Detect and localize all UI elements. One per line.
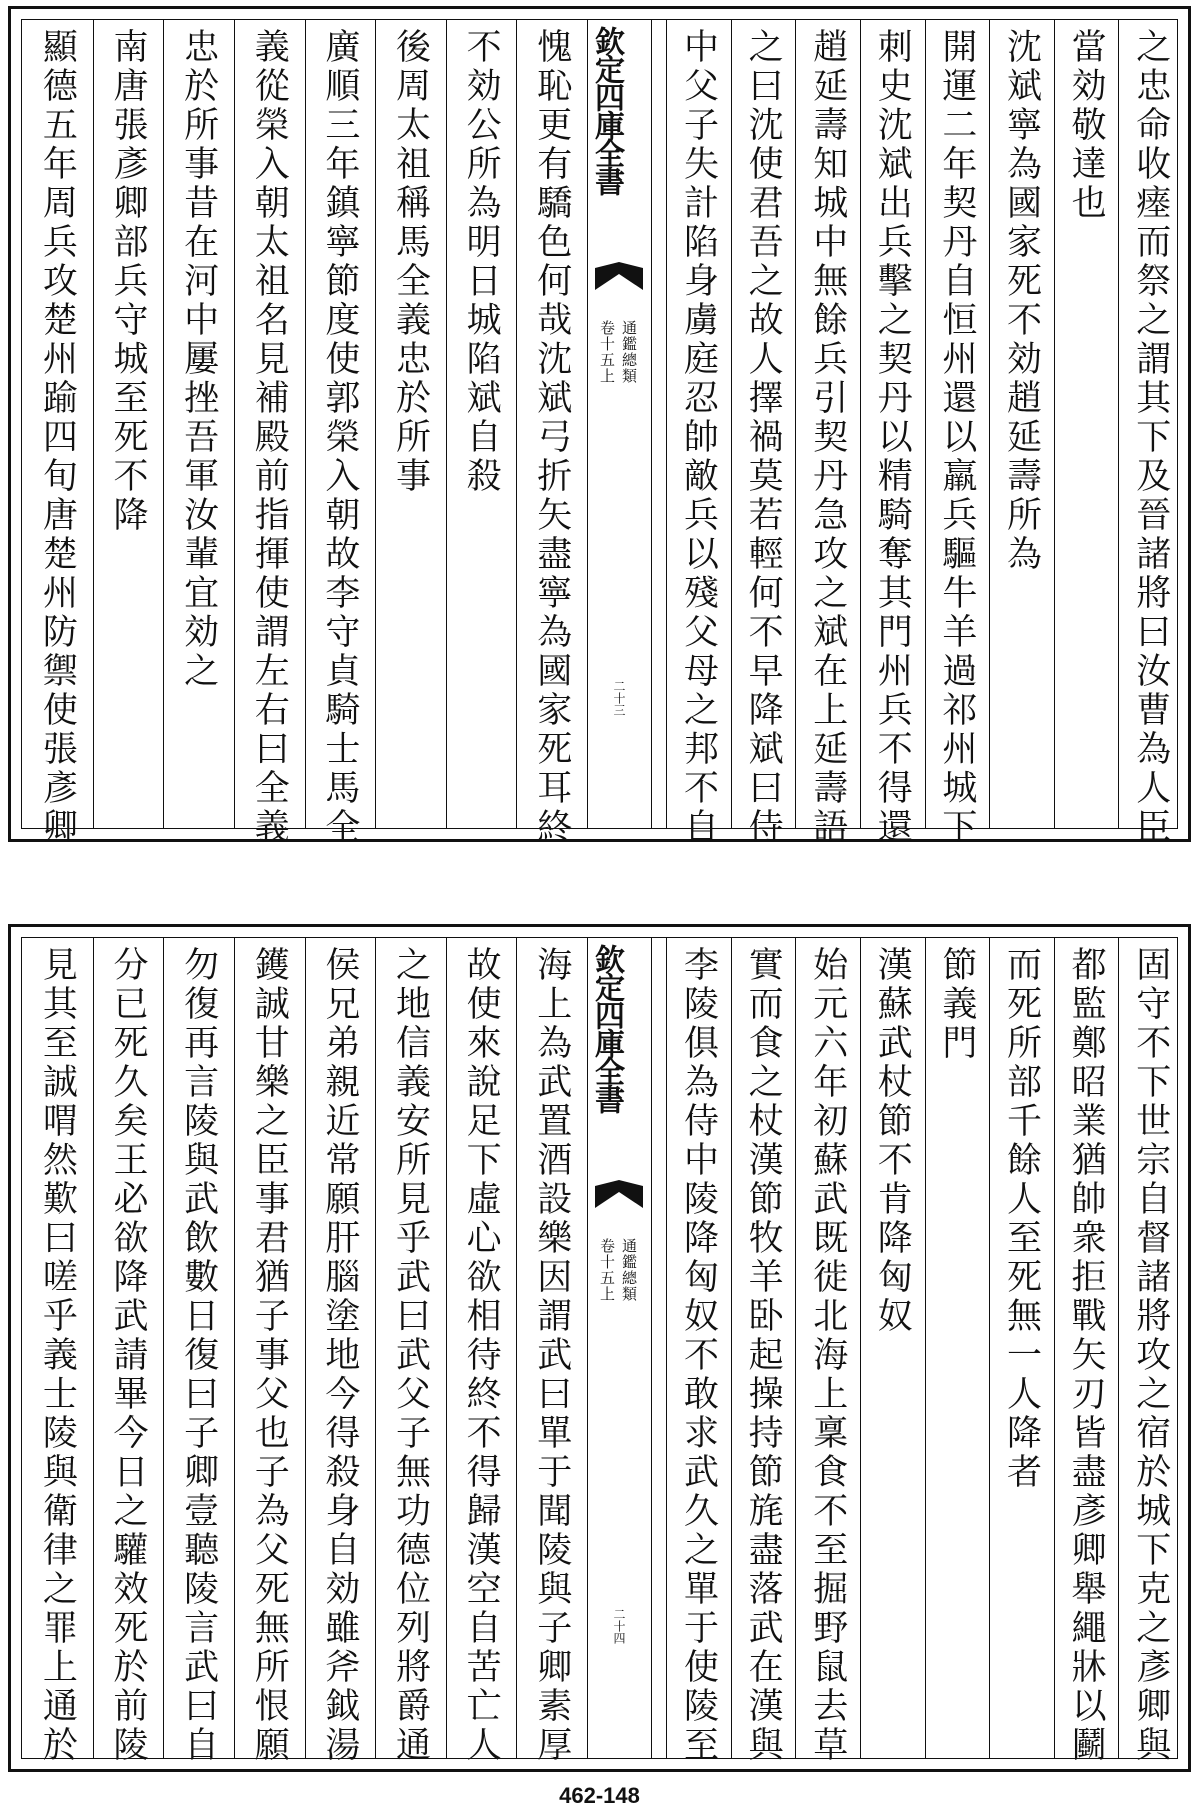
- column-rule: [925, 20, 926, 828]
- text-column: [177, 946, 221, 1765]
- column-text: 勿復再言陵與武飲數日復曰子卿壹聽陵言武曰自: [178, 946, 219, 1765]
- column-text: 始元六年初蘇武既徙北海上稟食不至掘野鼠去草: [807, 946, 848, 1765]
- text-column: [870, 28, 914, 847]
- text-column: [1129, 28, 1173, 847]
- column-text: 見其至誠喟然歎曰嗟乎義士陵與衛律之罪上通於: [37, 946, 78, 1765]
- column-text: 不効公所為明日城陷斌自殺: [461, 28, 502, 496]
- bottom-center-page-number: 二十四: [612, 1608, 626, 1644]
- text-column: [388, 28, 432, 820]
- top-center-book: 通鑑總類: [620, 320, 638, 384]
- column-rule: [795, 938, 796, 1758]
- text-column: [1064, 946, 1108, 1765]
- bottom-center-book: 通鑑總類: [620, 1238, 638, 1302]
- text-column: [318, 28, 362, 847]
- text-column: [177, 28, 221, 820]
- center-strip-rule: [651, 938, 652, 1758]
- page-footer-number: 462-148: [559, 1783, 640, 1808]
- column-text: 廣順三年鎮寧節度使郭榮入朝故李守貞騎士馬全: [319, 28, 360, 847]
- column-rule: [375, 938, 376, 1758]
- column-text: 愧恥更有驕色何哉沈斌弓折矢盡寧為國家死耳終: [531, 28, 572, 847]
- text-column: [530, 946, 574, 1765]
- column-text: 中父子失計陷身虜庭忍帥敵兵以殘父母之邦不自: [678, 28, 719, 847]
- column-rule: [1118, 20, 1119, 828]
- column-text: 之曰沈使君吾之故人擇禍莫若輕何不早降斌曰侍: [743, 28, 784, 847]
- text-column: [935, 946, 979, 1750]
- column-text: 之地信義安所見乎武曰武父子無功德位列將爵通: [390, 946, 431, 1765]
- text-column: [459, 946, 503, 1765]
- column-rule: [305, 938, 306, 1758]
- column-rule: [163, 938, 164, 1758]
- text-column: [741, 946, 785, 1765]
- text-column: [35, 946, 79, 1765]
- text-column: [935, 28, 979, 847]
- column-rule: [989, 20, 990, 828]
- column-text: 忠於所事昔在河中屢挫吾軍汝輩宜効之: [178, 28, 219, 691]
- column-rule: [305, 20, 306, 828]
- column-text: 固守不下世宗自督諸將攻之宿於城下克之彥卿與: [1130, 946, 1171, 1765]
- column-text: 開運二年契丹自恒州還以羸兵驅牛羊過祁州城下: [936, 28, 977, 847]
- column-rule: [860, 938, 861, 1758]
- column-text: 而死所部千餘人至死無一人降者: [1001, 946, 1042, 1492]
- column-rule: [1118, 938, 1119, 1758]
- column-text: 之忠命收瘗而祭之謂其下及晉諸將曰汝曹為人臣: [1130, 28, 1171, 847]
- text-column: [459, 28, 503, 820]
- column-text: 沈斌寧為國家死不効趙延壽所為: [1001, 28, 1042, 574]
- column-rule: [93, 938, 94, 1758]
- text-column: [318, 946, 362, 1765]
- text-column: [1129, 946, 1173, 1765]
- text-column: [106, 946, 150, 1765]
- column-rule: [234, 20, 235, 828]
- column-text: 刺史沈斌出兵擊之契丹以精騎奪其門州兵不得還: [872, 28, 913, 847]
- text-column: [806, 28, 850, 847]
- text-column: [247, 28, 291, 847]
- top-center-strip: [587, 20, 651, 828]
- bottom-page: [8, 924, 1191, 1772]
- bottom-center-title: 欽定四庫全書: [589, 944, 624, 1112]
- column-rule: [1054, 938, 1055, 1758]
- column-text: 故使來說足下虛心欲相待終不得歸漢空自苦亡人: [461, 946, 502, 1765]
- column-text: 當効敬達也: [1066, 28, 1107, 223]
- top-center-title: 欽定四庫全書: [589, 26, 624, 194]
- top-center-volume: 卷十五上: [598, 320, 616, 384]
- top-page-frame: [21, 19, 1178, 847]
- text-column: [1000, 946, 1044, 1750]
- text-column: [677, 28, 721, 847]
- column-text: 李陵俱為侍中陵降匈奴不敢求武久之單于使陵至: [678, 946, 719, 1765]
- column-rule: [1054, 20, 1055, 828]
- text-column: [106, 28, 150, 820]
- column-rule: [446, 20, 447, 828]
- column-rule: [234, 938, 235, 1758]
- column-text: 顯德五年周兵攻楚州踰四旬唐楚州防禦使張彥卿: [37, 28, 78, 847]
- text-column: [806, 946, 850, 1765]
- text-column: [677, 946, 721, 1765]
- bottom-fish-tail-mark: [595, 1180, 643, 1208]
- top-page: [8, 6, 1191, 847]
- column-rule: [446, 938, 447, 1758]
- column-rule: [731, 938, 732, 1758]
- column-rule: [795, 20, 796, 828]
- text-column: [1064, 28, 1108, 820]
- column-rule: [163, 20, 164, 828]
- column-text: 海上為武置酒設樂因謂武曰單于聞陵與子卿素厚: [531, 946, 572, 1765]
- bottom-center-volume: 卷十五上: [598, 1238, 616, 1302]
- text-column: [530, 28, 574, 847]
- column-rule: [93, 20, 94, 828]
- top-center-page-number: 二十三: [612, 680, 626, 716]
- column-text: 鑊誠甘樂之臣事君猶子事父也子為父死無所恨願: [249, 946, 290, 1765]
- bottom-page-frame: [21, 937, 1178, 1765]
- column-text: 都監鄭昭業猶帥衆拒戰矢刃皆盡彥卿舉繩牀以鬬: [1066, 946, 1107, 1765]
- column-text: 節義門: [936, 946, 977, 1063]
- top-fish-tail-mark: [595, 262, 643, 290]
- column-text: 南唐張彥卿部兵守城至死不降: [107, 28, 148, 535]
- column-text: 後周太祖稱馬全義忠於所事: [390, 28, 431, 496]
- column-text: 侯兄弟親近常願肝腦塗地今得殺身自効雖斧鉞湯: [319, 946, 360, 1765]
- text-column: [1000, 28, 1044, 820]
- column-rule: [516, 938, 517, 1758]
- text-column: [741, 28, 785, 847]
- text-column: [35, 28, 79, 847]
- column-text: 漢蘇武杖節不肯降匈奴: [872, 946, 913, 1336]
- column-rule: [925, 938, 926, 1758]
- column-text: 義從榮入朝太祖名見補殿前指揮使謂左右曰全義: [249, 28, 290, 847]
- center-strip-rule: [651, 20, 652, 828]
- column-rule: [666, 938, 667, 1758]
- column-text: 實而食之杖漢節牧羊卧起操持節旄盡落武在漢與: [743, 946, 784, 1765]
- column-text: 分已死久矣王必欲降武請畢今日之驩效死於前陵: [107, 946, 148, 1765]
- column-rule: [666, 20, 667, 828]
- bottom-center-strip: [587, 938, 651, 1758]
- column-rule: [731, 20, 732, 828]
- text-column: [870, 946, 914, 1750]
- column-rule: [989, 938, 990, 1758]
- text-column: [247, 946, 291, 1765]
- text-column: [388, 946, 432, 1765]
- column-rule: [860, 20, 861, 828]
- column-rule: [375, 20, 376, 828]
- column-text: 趙延壽知城中無餘兵引契丹急攻之斌在上延壽語: [807, 28, 848, 847]
- column-rule: [516, 20, 517, 828]
